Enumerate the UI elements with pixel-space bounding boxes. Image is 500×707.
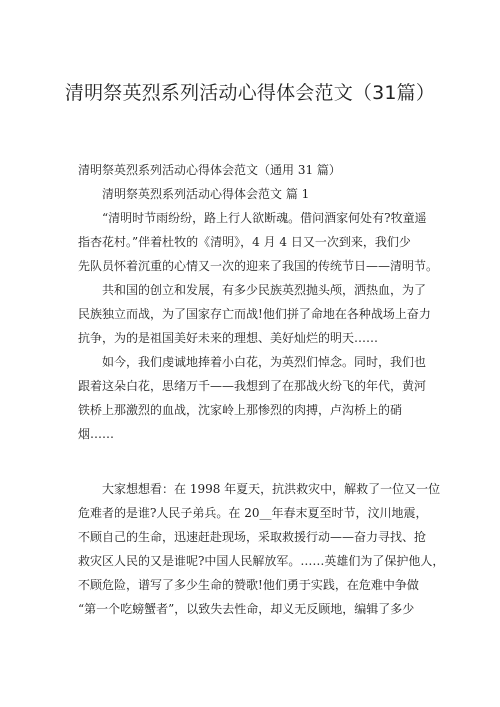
- body-line: 不顾自己的生命，迅速赶赴现场，采取救援行动——奋力寻找、抢: [78, 530, 427, 544]
- body-line: 不顾危险，谱写了多少生命的赞歌!他们勇于实践，在危难中争做: [78, 578, 419, 592]
- body-line: 民族独立而战，为了国家存亡而战!他们拼了命地在各种战场上奋力: [78, 307, 431, 321]
- body-line: 跟着这朵白花，思绪万千——我想到了在那战火纷飞的年代，黄河: [78, 379, 427, 393]
- document-body-continued: [78, 477, 445, 621]
- body-line-section-heading: 清明祭英烈系列活动心得体会范文 篇 1: [102, 187, 310, 201]
- document-body: [78, 158, 439, 446]
- body-line: 共和国的创立和发展，有多少民族英烈抛头颅，洒热血，为了: [102, 283, 427, 297]
- body-line: 抗争，为的是祖国美好未来的理想、美好灿烂的明天……: [78, 331, 379, 345]
- body-line: 烟……: [78, 427, 115, 441]
- body-line: 铁桥上那激烈的血战，沈家岭上那惨烈的肉搏，卢沟桥上的硝: [78, 403, 403, 417]
- document-title: 清明祭英烈系列活动心得体会范文（31篇）: [64, 82, 436, 104]
- body-line: 大家想想看：在 1998 年夏天，抗洪救灾中，解救了一位又一位: [102, 482, 441, 496]
- body-line: “清明时节雨纷纷，路上行人欲断魂。借问酒家何处有?牧童遥: [102, 211, 427, 225]
- body-line: 先队员怀着沉重的心情又一次的迎来了我国的传统节日——清明节。: [78, 259, 439, 273]
- body-line: 救灾区人民的又是谁呢?中国人民解放军。……英雄们为了保护他人，: [78, 554, 445, 568]
- body-line: 指杏花村。”伴着杜牧的《清明》，4 月 4 日又一次到来，我们少: [78, 235, 411, 249]
- body-line: “第一个吃螃蟹者”，以致失去性命，却义无反顾地，编辑了多少: [78, 602, 415, 616]
- body-line-subtitle: 清明祭英烈系列活动心得体会范文（通用 31 篇）: [78, 163, 341, 177]
- body-line: 如今，我们虔诚地捧着小白花，为英烈们悼念。同时，我们也: [102, 355, 427, 369]
- body-line: 危难者的是谁?人民子弟兵。在 20__年春末夏至时节，汶川地震，: [78, 506, 428, 520]
